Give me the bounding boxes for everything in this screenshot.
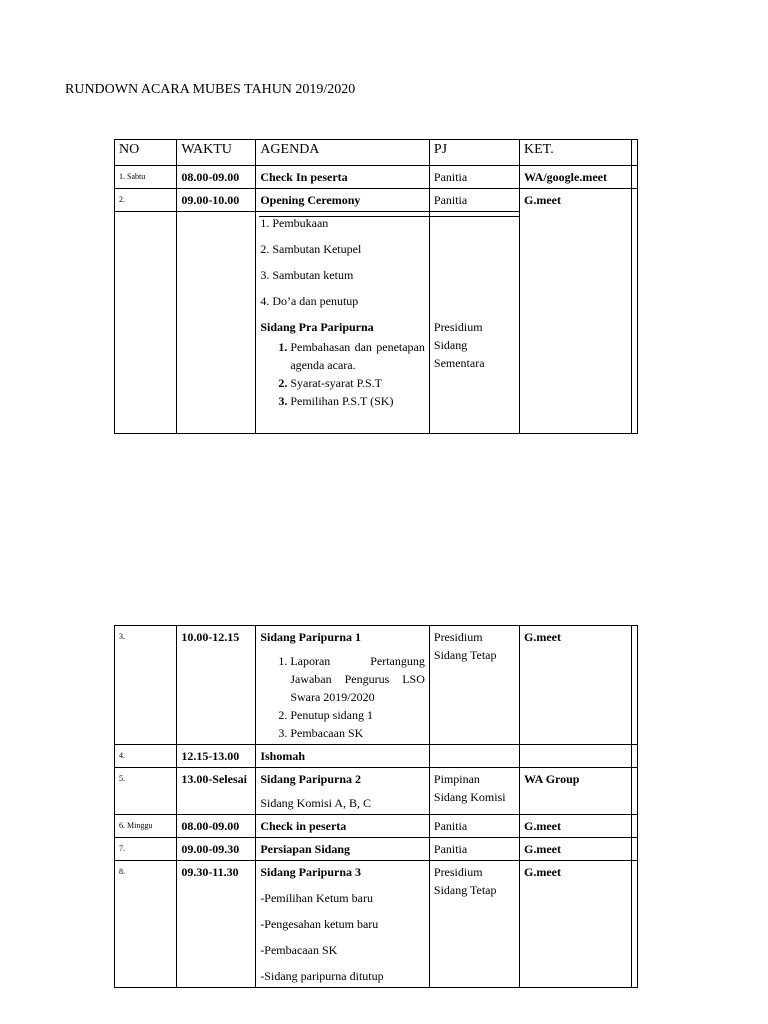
agenda-item: -Pemilihan Ketum baru xyxy=(260,891,373,905)
cell-ket: G.meet xyxy=(520,861,632,988)
cell-waktu: 09.00-10.00 xyxy=(177,189,256,212)
cell-pj: Panitia xyxy=(429,838,519,861)
table-row xyxy=(115,745,638,768)
cell-extra xyxy=(632,745,638,768)
cell-extra xyxy=(632,815,638,838)
agenda-title: Sidang Paripurna 3 xyxy=(260,865,362,879)
table-row xyxy=(115,166,638,189)
cell-pj: Panitia xyxy=(429,815,519,838)
cell-agenda-details xyxy=(256,212,430,434)
cell-waktu: 09.30-11.30 xyxy=(177,861,256,988)
cell-no: 3. xyxy=(115,626,177,745)
cell-no: 6. Minggu xyxy=(115,815,177,838)
table-row xyxy=(115,626,638,745)
cell-no: 8. xyxy=(115,861,177,988)
agenda-list xyxy=(260,338,425,410)
agenda-item: -Pembacaan SK xyxy=(260,943,338,957)
cell-extra xyxy=(632,166,638,189)
cell-pj: Panitia xyxy=(429,189,519,212)
table-row xyxy=(115,838,638,861)
cell-no: 1. Sabtu xyxy=(115,166,177,189)
list-item: 2. Syarat-syarat P.S.T xyxy=(290,374,425,392)
cell-no: 5. xyxy=(115,768,177,815)
cell-pj xyxy=(429,745,519,768)
cell-pj: Panitia xyxy=(429,166,519,189)
cell-pj: Presidium Sidang Tetap xyxy=(429,861,519,988)
rundown-table-2 xyxy=(114,625,638,988)
agenda-item: -Pengesahan ketum baru xyxy=(260,917,379,931)
cell-ket xyxy=(520,745,632,768)
list-item: 1. Pembahasan dan penetapan agenda acara. xyxy=(290,338,425,374)
table-row xyxy=(115,861,638,988)
cell-waktu: 10.00-12.15 xyxy=(177,626,256,745)
header-waktu: WAKTU xyxy=(177,140,256,166)
cell-agenda: Ishomah xyxy=(256,745,430,768)
agenda-item: 2. Sambutan Ketupel xyxy=(260,242,362,256)
cell-agenda: Check in peserta xyxy=(256,815,430,838)
cell-ket: WA Group xyxy=(520,768,632,815)
cell-waktu xyxy=(177,212,256,434)
cell-waktu: 09.00-09.30 xyxy=(177,838,256,861)
header-no: NO xyxy=(115,140,177,166)
cell-agenda xyxy=(256,861,430,988)
cell-ket: G.meet xyxy=(520,189,632,434)
cell-agenda: Persiapan Sidang xyxy=(256,838,430,861)
cell-extra xyxy=(632,861,638,988)
cell-waktu: 12.15-13.00 xyxy=(177,745,256,768)
cell-ket: G.meet xyxy=(520,838,632,861)
agenda-item: 1. Pembukaan xyxy=(260,216,329,230)
agenda-item: 3. Sambutan ketum xyxy=(260,268,354,282)
header-pj: PJ xyxy=(429,140,519,166)
cell-pj: Pimpinan Sidang Komisi xyxy=(429,768,519,815)
rundown-table-1 xyxy=(114,139,638,434)
agenda-list xyxy=(260,652,425,742)
cell-waktu: 08.00-09.00 xyxy=(177,815,256,838)
agenda-item: -Sidang paripurna ditutup xyxy=(260,969,384,983)
agenda-subtitle: Sidang Pra Paripurna xyxy=(260,320,374,334)
cell-agenda: Opening Ceremony xyxy=(256,189,430,212)
cell-waktu: 13.00-Selesai xyxy=(177,768,256,815)
divider-line xyxy=(259,216,519,217)
cell-pj: Presidium Sidang Sementara xyxy=(429,212,519,434)
table-row xyxy=(115,768,638,815)
cell-agenda: Check In peserta xyxy=(256,166,430,189)
header-agenda: AGENDA xyxy=(256,140,430,166)
cell-agenda xyxy=(256,768,430,815)
cell-ket: WA/google.meet xyxy=(520,166,632,189)
agenda-title: Sidang Paripurna 1 xyxy=(260,630,362,644)
cell-ket: G.meet xyxy=(520,815,632,838)
table-row xyxy=(115,189,638,212)
cell-ket: G.meet xyxy=(520,626,632,745)
cell-no xyxy=(115,212,177,434)
cell-agenda xyxy=(256,626,430,745)
agenda-item: 4. Do’a dan penutup xyxy=(260,294,359,308)
cell-no: 7. xyxy=(115,838,177,861)
header-ket: KET. xyxy=(520,140,632,166)
list-item: 3. Pemilihan P.S.T (SK) xyxy=(290,392,425,410)
cell-extra xyxy=(632,626,638,745)
cell-extra xyxy=(632,189,638,434)
cell-pj: Presidium Sidang Tetap xyxy=(429,626,519,745)
table-row xyxy=(115,815,638,838)
cell-waktu: 08.00-09.00 xyxy=(177,166,256,189)
table-header-row xyxy=(115,140,638,166)
cell-extra xyxy=(632,768,638,815)
agenda-item: Sidang Komisi A, B, C xyxy=(260,796,371,810)
cell-no: 2. xyxy=(115,189,177,212)
list-item: 2. Penutup sidang 1 xyxy=(290,706,425,724)
cell-extra xyxy=(632,838,638,861)
cell-no: 4. xyxy=(115,745,177,768)
list-item: 1. Laporan Pertangung Jawaban Pengurus LSO Swara 2019/2020 xyxy=(290,652,425,706)
agenda-title: Sidang Paripurna 2 xyxy=(260,772,362,786)
list-item: 3. Pembacaan SK xyxy=(290,724,425,742)
document-title: RUNDOWN ACARA MUBES TAHUN 2019/2020 xyxy=(65,82,356,97)
header-extra xyxy=(632,140,638,166)
